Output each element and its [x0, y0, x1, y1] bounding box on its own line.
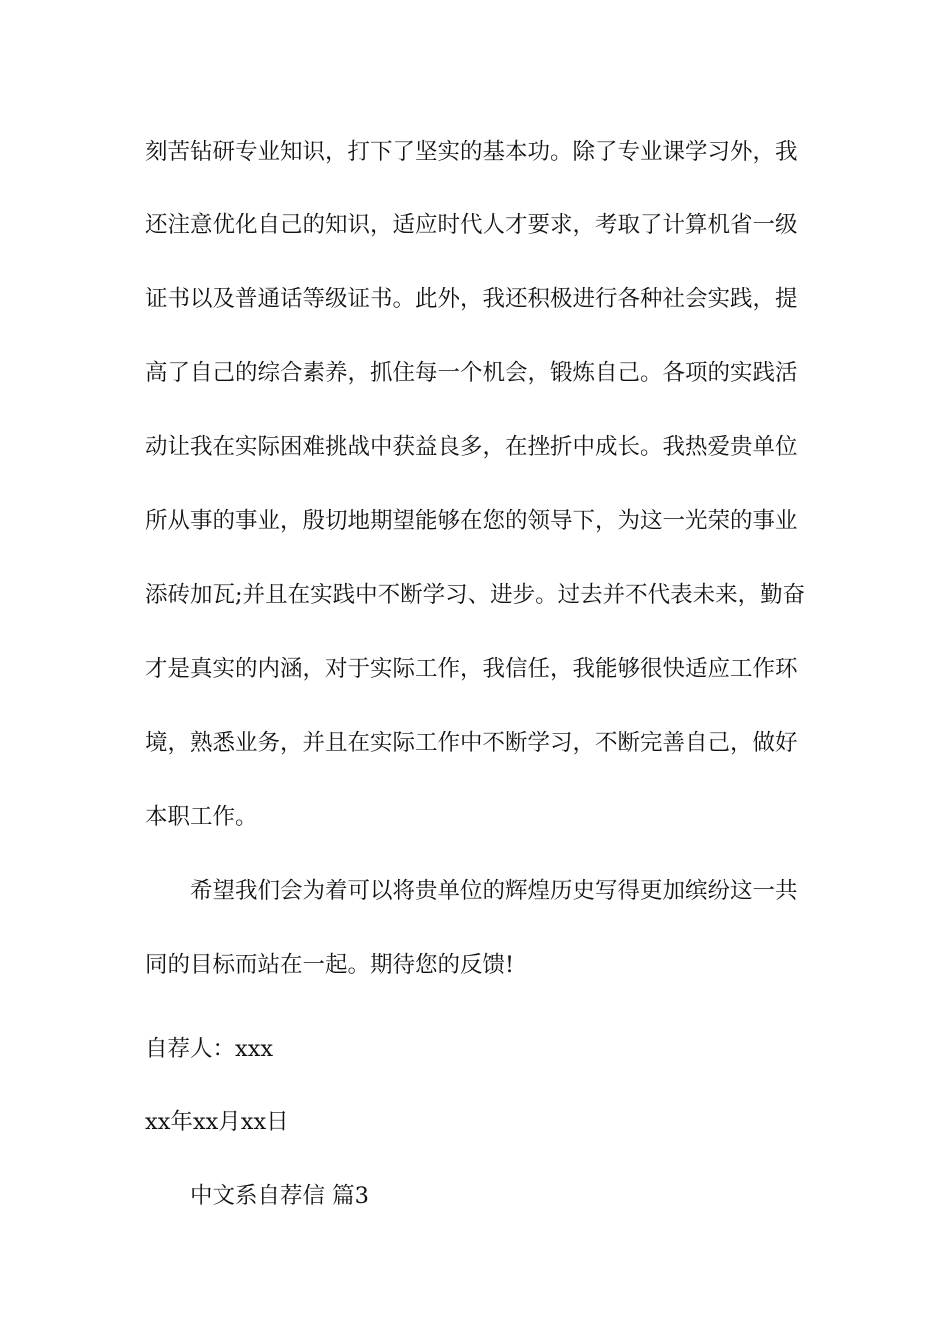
body-text-line: 本职工作。 [145, 804, 258, 830]
section-heading: 中文系自荐信 篇3 [190, 1183, 369, 1209]
body-text-line: 希望我们会为着可以将贵单位的辉煌历史写得更加缤纷这一共 [190, 878, 798, 904]
body-text-line: 动让我在实际困难挑战中获益良多，在挫折中成长。我热爱贵单位 [145, 434, 798, 460]
signature-line: 自荐人：xxx [145, 1036, 274, 1062]
body-text-line: 同的目标而站在一起。期待您的反馈! [145, 952, 515, 978]
body-text-line: 刻苦钻研专业知识，打下了坚实的基本功。除了专业课学习外，我 [145, 139, 798, 165]
body-text-line: 高了自己的综合素养，抓住每一个机会，锻炼自己。各项的实践活 [145, 360, 798, 386]
body-text-line: 证书以及普通话等级证书。此外，我还积极进行各种社会实践，提 [145, 286, 798, 312]
body-text-line: 添砖加瓦;并且在实践中不断学习、进步。过去并不代表未来，勤奋 [145, 582, 806, 608]
body-text-line: 境，熟悉业务，并且在实际工作中不断学习，不断完善自己，做好 [145, 730, 798, 756]
body-text-line: 还注意优化自己的知识，适应时代人才要求，考取了计算机省一级 [145, 212, 798, 238]
date-line: xx年xx月xx日 [145, 1109, 289, 1135]
body-text-line: 所从事的事业，殷切地期望能够在您的领导下，为这一光荣的事业 [145, 508, 798, 534]
body-text-line: 才是真实的内涵，对于实际工作，我信任，我能够很快适应工作环 [145, 656, 798, 682]
